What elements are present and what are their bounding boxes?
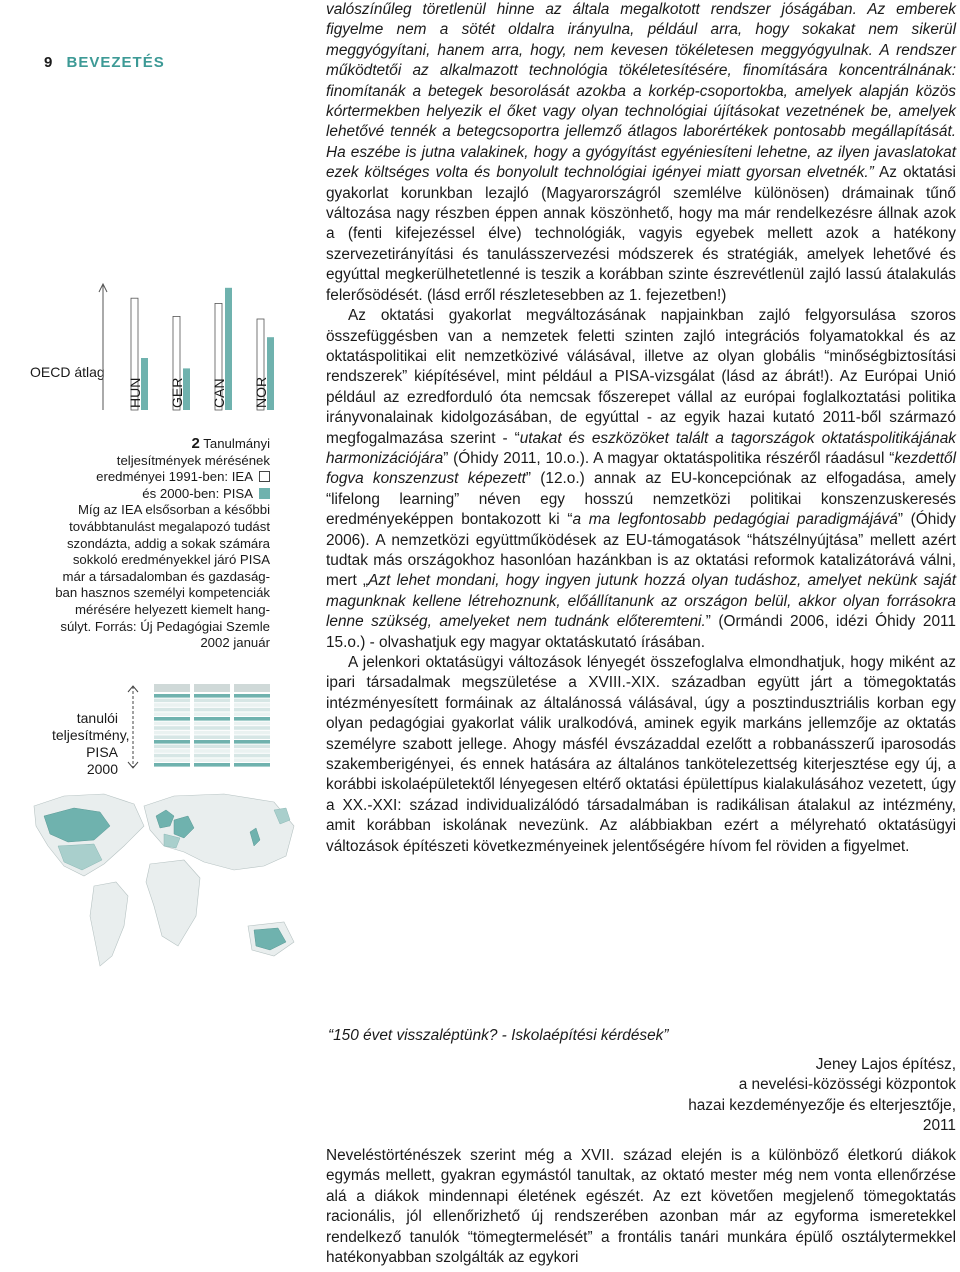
caption-line: 2002 január [200,635,270,651]
table-cell [154,754,190,758]
table-cell [194,712,230,716]
table-cell [154,712,190,716]
table-cell [154,708,190,712]
pisa-label-line: teljesítmény, [52,727,130,743]
caption-line: súlyt. Forrás: Új Pedagógiai Szemle [60,618,270,634]
caption-line: eredményei 1991-ben: IEA [96,469,253,485]
table-cell [154,745,190,749]
italic-quote-text: Azt lehet mondani, hogy ingyen jutunk hozzá olyan tudáshoz, amelyet nekünk saját magunknak kellene létrehoznunk, előállítanunk az országon belül, akkor olyan forrásokra lenne szükség, amelyeket nem tudnánk előteremteni. [326,572,956,631]
table-cell [194,754,230,758]
caption-line: Míg az IEA elsősorban a későbbi [77,502,270,518]
table-cell [154,735,190,739]
caption-line: és 2000-ben: PISA [142,485,253,501]
attribution-line: 2011 [922,1117,956,1135]
caption-body [20,502,270,651]
paragraph-text: ” (Ormándi 2006, idézi Óhidy 2011 15.o.) - olvashatjuk egy magyar oktatáskutató írásában. [326,613,956,651]
table-cell [194,763,230,767]
table-cell [154,726,190,730]
pisa-label-line: PISA 2000 [86,744,118,777]
section-body-text: Neveléstörténészek szerint még a XVII. század elején is a különböző életkorú diákok egymás mellett, gyakran egymástól tanultak, az oktató mester még nem vonta ellenőrzése alá a diákok mindennapi életének egészét. Az ezt követően megjelenő tömegoktatás racionális, jól ellenőrizhető új rendszerében azonban már az egyforma ismeretekkel rendelkező tanulók “tömegtermelését” a frontális tanári munkára épülő osztálytermekkel hatékonyabban szolgálták az egykori [326,1147,956,1267]
caption-line: szondázta, addig a sokak számára [66,535,270,551]
attribution-line: hazai kezdeményezője és elterjesztője, [688,1096,956,1114]
table-cell [194,745,230,749]
page-number: 9 [44,54,54,71]
table-cell [194,708,230,712]
table-cell [154,717,190,721]
caption-line: továbbtanulást megalapozó tudást [69,518,270,534]
table-cell [194,703,230,707]
figure-number: 2 [191,435,200,452]
pisa-results-table-image [152,682,272,770]
table-cell [194,694,230,698]
legend-outline-swatch [259,471,270,482]
epigraph-title: “150 évet visszaléptünk? - Iskolaépítési kérdések” [328,1027,669,1044]
page-header [44,54,165,71]
attribution-line: a nevelési-közösségi központok [738,1076,956,1094]
main-text-column [326,0,956,857]
table-header-cell [194,684,230,692]
epigraph-attribution [326,1055,956,1137]
table-cell [194,699,230,703]
table-cell [234,758,270,762]
table-cell [234,740,270,744]
caption-line: ban hasznos személyi kompetenciák [55,585,270,601]
table-header-cell [154,684,190,692]
table-cell [154,731,190,735]
table-cell [154,749,190,753]
table-cell [154,722,190,726]
table-cell [234,749,270,753]
table-cell [154,703,190,707]
chart-reference-label: OECD átlag [30,364,105,380]
table-cell [154,763,190,767]
table-cell [234,754,270,758]
paragraph: A jelenkori oktatásügyi változások lényegét összefoglalva elmondhatjuk, hogy miként az ipari társadalmak megszületése a XVIII.-XIX. században együtt járt a tömegoktatás intézményesített formáinak az általánossá válásával, úgy a posztindusztriális korban egy olyan pedagógiai gyakorlat válik uralkodóvá, aminek egyik markáns jellemzője az oktatás személyre szabott jellege. Ahogy másfél évszázaddal ezelőtt a robbanásszerű iparosodás szakemberigényei, és ennek hatására az általános tankötelezettség kiterjesztése egy új, a korábbi iskolaépületektől lényegesen eltérő oktatási épülettípus kialakulásához vezetett, úgy a XX.-XXI: század individualizálódó társadalmában is radikálisan átalakul az intézmény, amit korábban iskolának nevezünk. Az alábbiakban ezért a mélyreható oktatásügyi változások építészeti következményeinek jelentőségére hívom fel röviden a figyelmet. [326,654,956,855]
table-cell [194,722,230,726]
italic-quote-text: utakat és eszközöket talált a tagországok oktatáspolitikájának harmonizációjára [326,429,956,467]
table-cell [234,712,270,716]
category-label-nor: NOR [253,376,269,408]
double-arrow-icon [126,684,140,770]
section-title: BEVEZETÉS [66,54,165,71]
table-cell [194,735,230,739]
table-header-cell [234,684,270,692]
paragraph-text: ” (12.o.) annak az EU-koncepciónak az elfogadása, amely “lifelong learning” néven egy hosszú nemzetközi politikai konszenzuskeresés eredményeképpen bontakozott ki “ [326,470,957,529]
table-cell [194,758,230,762]
category-label-hun: HUN [127,377,143,408]
epigraph [326,1026,956,1137]
table-cell [234,763,270,767]
table-cell [194,740,230,744]
table-cell [194,717,230,721]
italic-quote-text: a ma legfontosabb pedagógiai paradigmájává [572,511,898,529]
paragraph-text: ” (Óhidy 2006). A nemzetközi együttműködések az EU-támogatások “hátszélnyújtása” mellett azért tudtak más országokhoz hasonlóan hazánkban is az oktatási reformok katalizátorává válni, mert „ [326,511,957,590]
caption-line: mérésére helyezett kiemelt hang- [75,601,270,617]
italic-quote-text: kezdettől fogva konszenzust képezett [326,449,956,488]
world-map-image [24,786,304,986]
legend-filled-swatch [259,488,270,499]
paragraph-text: Az oktatási gyakorlat korunkban lezajló (Magyarországról szemlélve különösen) drámainak tűnő változása nagy részben éppen annak köszönhető, hogy ma már rendelkezésre állnak azok a (fenti kifejezéssel élve) technológiák, vagyis egyebek mellett azok a hatékony szervezetirányítási és tanulásszervezési módszerek és stratégiák, amelyek lehetővé és egyúttal megkerülhetetlenné is teszik a korábban szinte észrevétlenül zajló lassú átalakulás felerősödését. (lásd erről részletesebben az 1. fejezetben!) [326,164,956,304]
table-cell [194,726,230,730]
table-cell [234,726,270,730]
table-cell [234,735,270,739]
paragraph-text: Az oktatási gyakorlat megváltozásának napjainkban zajló felgyorsulása szoros összefüggésben van a nemzetek feletti szinten zajló integrációs folyamatokkal és az oktatáspolitikai elit nemzetközivé válásával, illetve az olyan globális “minőségbiztosítási rendszerek” kiépítésével, mint például a PISA-vizsgálat (lásd az ábrát!). Az Európai Unió például az ezredforduló óta nemcsak főszerepet vállal az európai foglalkoztatási politika irányvonalainak kidolgozásában, de egyúttal - az egyik hazai kutató 2011-ből származó megfogalmazása szerint - “ [326,307,956,447]
paragraph-text: ” (Óhidy 2011, 10.o.). A magyar oktatáspolitika részéről ráadásul “ [443,449,895,467]
category-label-ger: GER [169,377,185,408]
category-label-can: CAN [211,378,227,408]
table-cell [234,745,270,749]
table-cell [234,717,270,721]
pisa-label [52,710,130,778]
caption-line: teljesítmények mérésének [116,452,270,468]
table-cell [234,694,270,698]
table-cell [234,722,270,726]
paragraph [326,0,956,306]
table-cell [234,703,270,707]
pisa-label-line: tanulói [76,710,118,726]
figure-caption [20,436,270,652]
table-cell [234,699,270,703]
table-cell [234,731,270,735]
table-cell [194,749,230,753]
table-cell [154,740,190,744]
table-cell [154,758,190,762]
table-cell [234,708,270,712]
italic-quote-text: valószínűleg töretlenül hinne az általa megalkotott rendszer jóságában. Az emberek figyelme nem a sötét oldalra irányulna, például arra, hogy sokakat nem sikerül meggyógyítani, hanem arra, hogy, nem kevesen tökéletesen meggyógyulnak. A rendszer működtetői az alkalmazott technológia tökéletesítésére, finomítására koncentrálnának: finomítanák a betegek besorolását azokba a korkép-csoportokba, amelyek alapján közös kórtermekben helyezik el őket vagy olyan technológiai újításokat vezetnének be, amelyek lehetővé tennék a betegcsoportra jellemző átlagos laborértékek pontosabb megállapítását. Ha eszébe is jutna valakinek, hogy a gyógyítást egyéniesíteni lehetne, az ilyen javaslatokat ezek költséges volta és bonyolult technológiai igényei miatt gyorsan elvetnék.” [326,1,956,182]
table-cell [154,694,190,698]
caption-line: sokkoló eredményekkel járó PISA [72,552,270,568]
caption-line: Tanulmányi [203,436,270,451]
table-cell [194,731,230,735]
paragraph [326,306,956,653]
table-cell [154,699,190,703]
caption-line: már a társadalomban és gazdaság- [62,568,270,584]
attribution-line: Jeney Lajos építész, [815,1055,956,1073]
